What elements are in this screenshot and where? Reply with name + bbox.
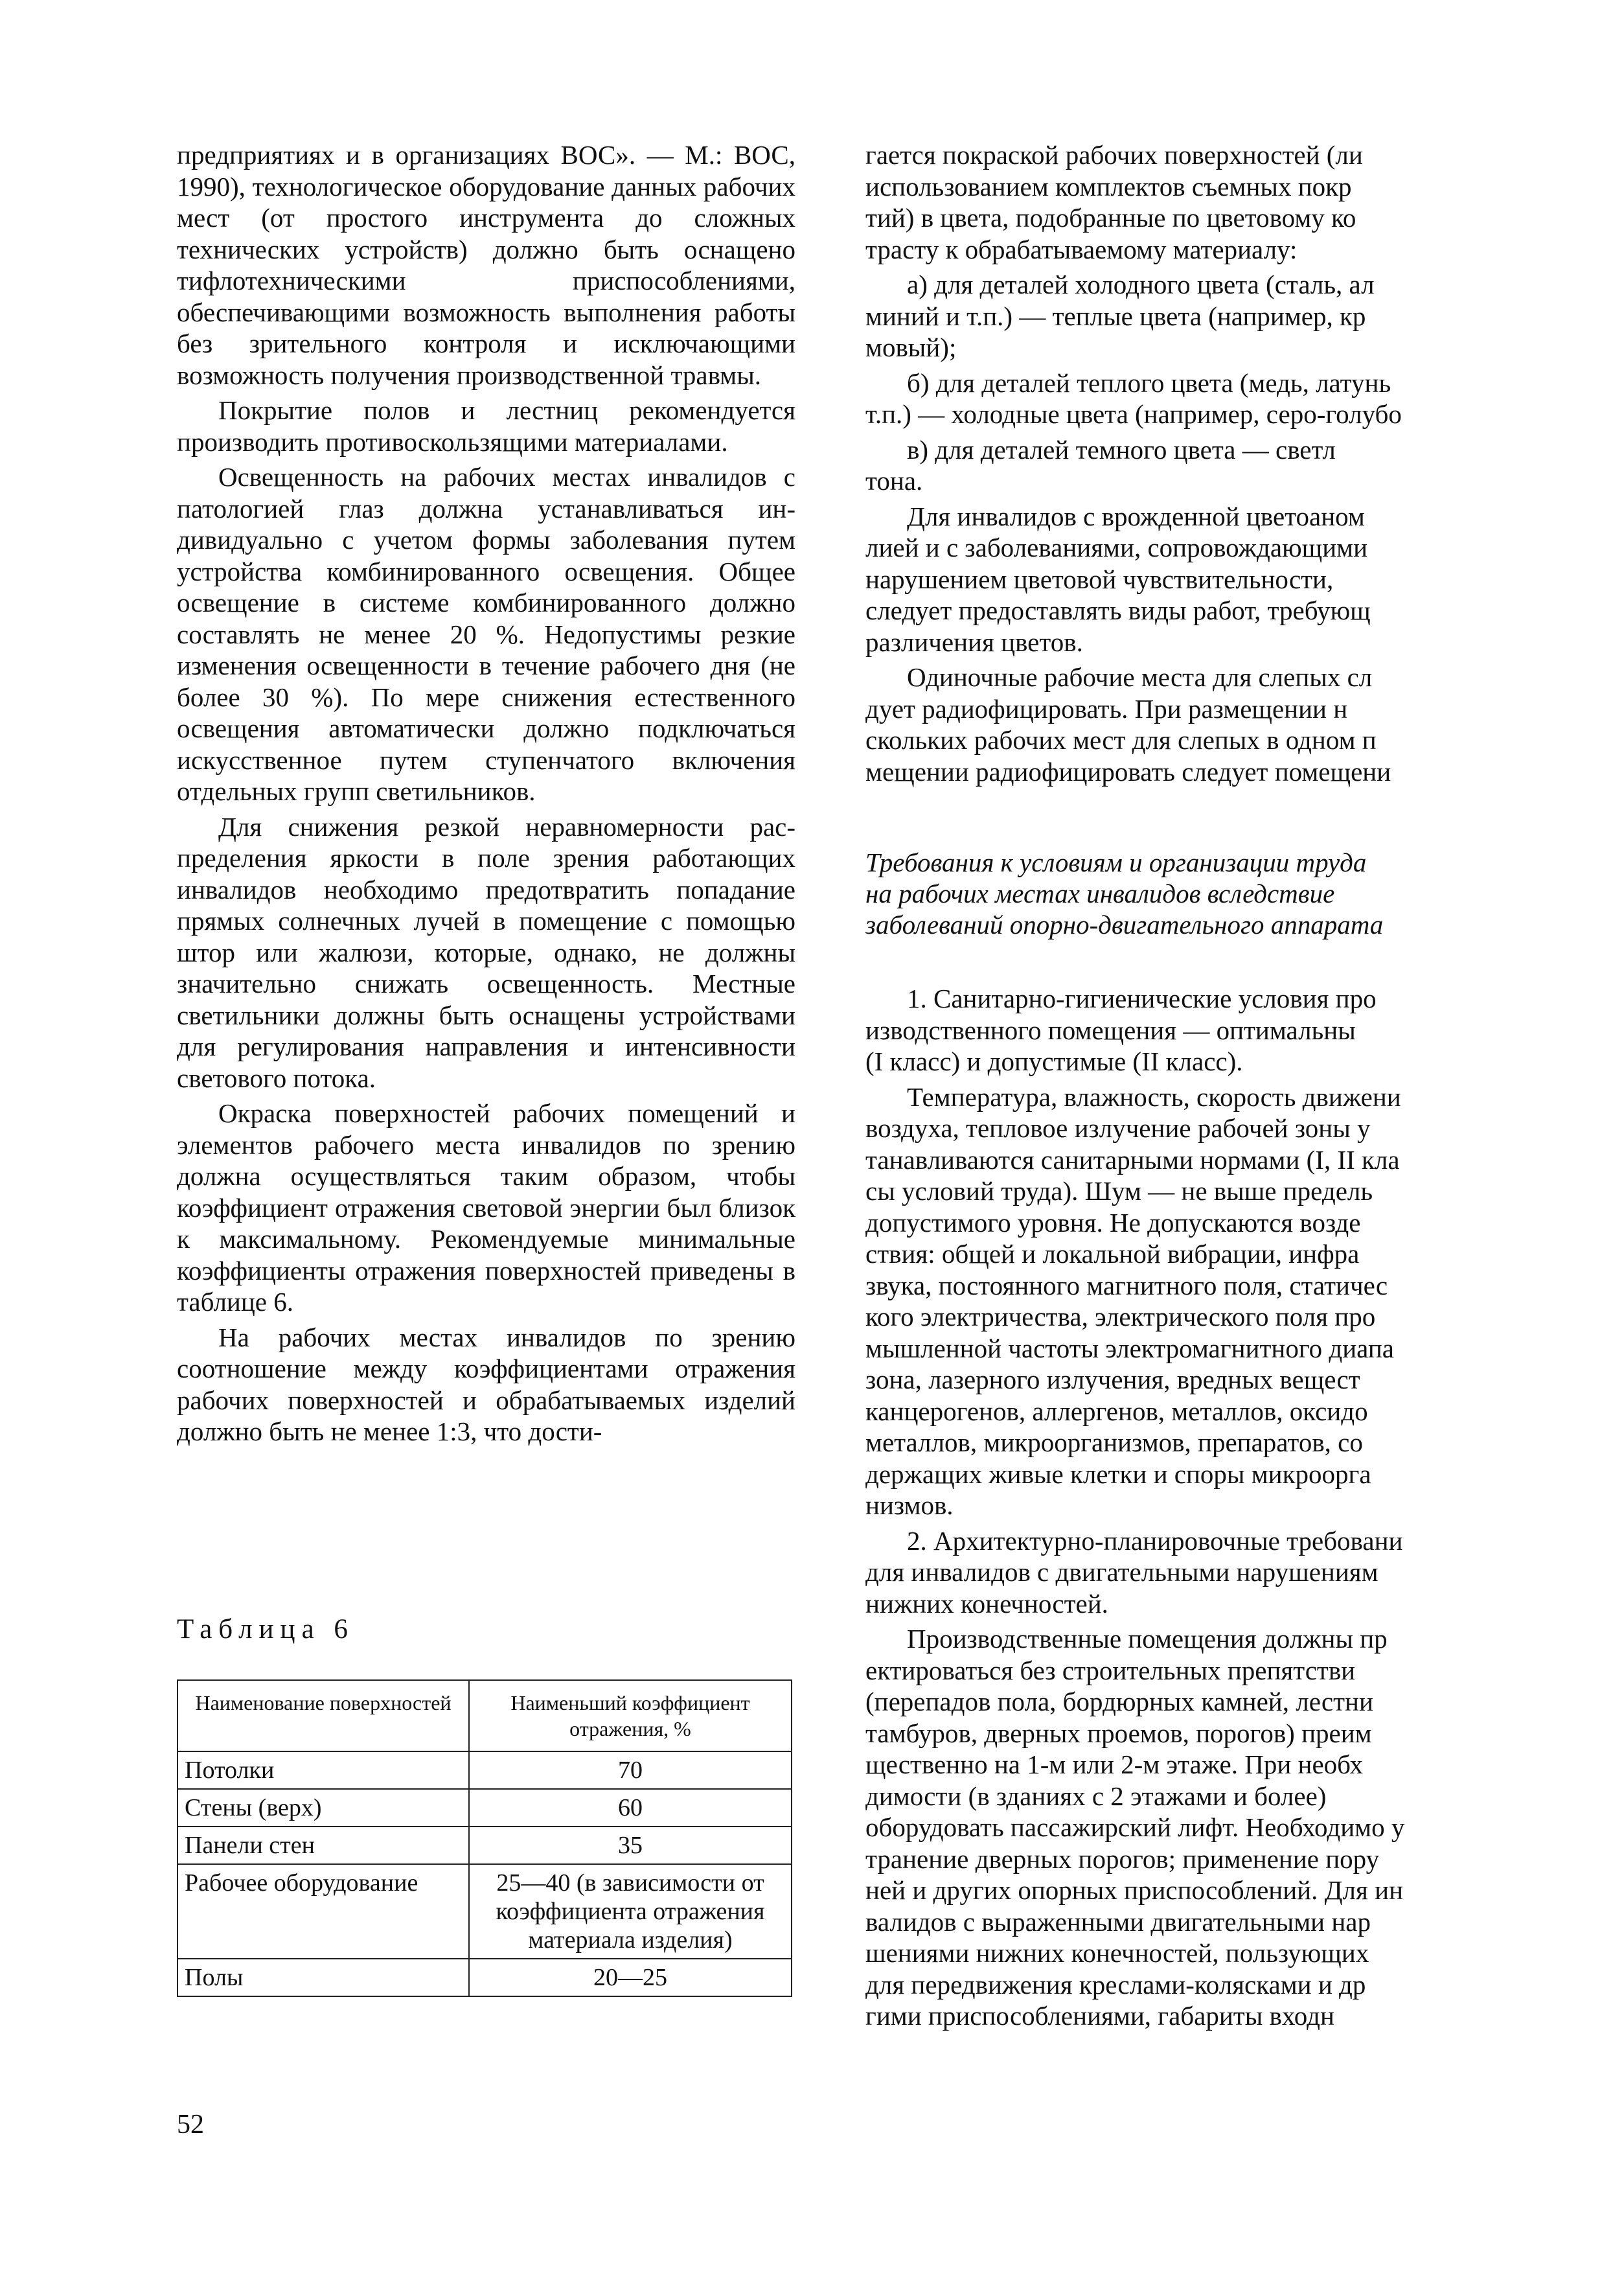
text-line: для инвалидов с двигательными нарушениям xyxy=(865,1557,1378,1587)
text-line: Температура, влажность, скорость движени xyxy=(907,1081,1401,1112)
table-caption: Таблица 6 xyxy=(177,1614,354,1644)
text-line: трасту к обрабатываемому материалу: xyxy=(865,234,1298,264)
text-line: мещении радиофицировать следует помещени xyxy=(865,756,1391,787)
text-line: звука, постоянного магнитного поля, статичес xyxy=(865,1270,1388,1300)
text-line: мышленной частоты электромагнитного диапа xyxy=(865,1333,1394,1363)
text-line: металлов, микроорганизмов, препаратов, со xyxy=(865,1427,1363,1457)
paragraph: Для снижения резкой неравномерности распределения яркости в поле зрения работающих инвалидов необходимо предотвратить попадание прямых солнечных лучей в помещение с помощью штор или жалюзи, которые, однако, не должны значительно снижать освещенность. Местные светильники должны быть оснащены устройствами для регулирования направления и интенсивности светового потока. xyxy=(177,811,795,1093)
table-cell: 60 xyxy=(469,1789,792,1827)
text-line: валидов с выраженными двигательными нар xyxy=(865,1906,1371,1937)
table-cell: 35 xyxy=(469,1827,792,1864)
paragraph xyxy=(865,983,1442,1078)
table-header: Наименование поверхностей xyxy=(177,1680,469,1751)
table-cell: Рабочее оборудование xyxy=(177,1864,469,1959)
text-line: шениями нижних конечностей, пользующих xyxy=(865,1938,1369,1968)
text-line: скольких рабочих мест для слепых в одном п xyxy=(865,725,1377,755)
paragraph xyxy=(865,1525,1442,1620)
paragraph xyxy=(865,662,1442,787)
text-line: миний и т.п.) — теплые цвета (например, кр xyxy=(865,301,1366,331)
text-line: ствия: общей и локальной вибрации, инфра xyxy=(865,1239,1360,1269)
table-cell: 25—40 (в зависимости от коэффициента отражения материала изделия) xyxy=(469,1864,792,1959)
text-line: различения цветов. xyxy=(865,627,1083,657)
text-line: тамбуров, дверных проемов, порогов) преим xyxy=(865,1718,1372,1748)
table-row xyxy=(177,1789,792,1827)
text-line: ней и других опорных приспособлений. Для ин xyxy=(865,1875,1404,1905)
text-line: Одиночные рабочие места для слепых сл xyxy=(907,662,1373,692)
right-column xyxy=(865,139,1442,2032)
reflection-table xyxy=(177,1679,792,1997)
text-line: б) для деталей теплого цвета (медь, латунь xyxy=(907,367,1391,398)
section-heading xyxy=(865,847,1442,940)
text-line: транение дверных порогов; применение пору xyxy=(865,1843,1380,1874)
table-row xyxy=(177,1959,792,1996)
table-cell: Стены (верх) xyxy=(177,1789,469,1827)
text-line: нижних конечностей. xyxy=(865,1588,1108,1619)
text-line: кого электричества, электрического поля про xyxy=(865,1302,1376,1332)
paragraph xyxy=(865,434,1442,497)
text-line: использованием комплектов съемных покр xyxy=(865,171,1352,202)
text-line: гими приспособлениями, габариты входн xyxy=(865,2001,1334,2031)
table-header-row xyxy=(177,1680,792,1751)
left-column xyxy=(177,139,795,1448)
text-line: (I класс) и допустимые (II класс). xyxy=(865,1046,1243,1076)
text-line: сы условий труда). Шум — не выше предель xyxy=(865,1176,1373,1206)
text-line: воздуха, тепловое излучение рабочей зоны у xyxy=(865,1113,1371,1143)
text-line: Для инвалидов с врожденной цветоаном xyxy=(907,501,1365,531)
paragraph: Окраска поверхностей рабочих помещений и элементов рабочего места инвалидов по зрению должна осуществляться таким образом, чтобы коэффициент отражения световой энергии был близок к максимальному. Рекомендуемые минимальные коэффициенты отражения поверхностей приведены в таблице 6. xyxy=(177,1098,795,1317)
text-line: дует радиофицировать. При размещении н xyxy=(865,693,1348,724)
paragraph xyxy=(865,1623,1442,2032)
paragraph: Покрытие полов и лестниц рекомендуется производить противоскользящими материалами. xyxy=(177,395,795,457)
table-cell: Панели стен xyxy=(177,1827,469,1864)
text-line: держащих живые клетки и споры микроорга xyxy=(865,1459,1371,1489)
paragraph xyxy=(865,139,1442,265)
text-line: изводственного помещения — оптимальны xyxy=(865,1015,1356,1045)
page-number: 52 xyxy=(177,2110,204,2140)
table-cell: Полы xyxy=(177,1959,469,1996)
table-row xyxy=(177,1751,792,1789)
text-line: для передвижения креслами-колясками и др xyxy=(865,1969,1366,2000)
paragraph xyxy=(865,1081,1442,1521)
text-line: 2. Архитектурно-планировочные требовани xyxy=(907,1525,1403,1556)
text-line: зона, лазерного излучения, вредных вещест xyxy=(865,1365,1360,1394)
text-line: канцерогенов, аллергенов, металлов, оксидо xyxy=(865,1396,1368,1426)
text-line: тона. xyxy=(865,466,923,496)
text-line: допустимого уровня. Не допускаются возде xyxy=(865,1207,1361,1238)
text-line: а) для деталей холодного цвета (сталь, ал xyxy=(907,270,1375,299)
text-line: (перепадов пола, бордюрных камней, лестни xyxy=(865,1687,1373,1716)
paragraph: На рабочих местах инвалидов по зрению соотношение между коэффициентами отражения рабочих поверхностей и обрабатываемых изделий должно быть не менее 1:3, что дости- xyxy=(177,1322,795,1446)
table-row xyxy=(177,1827,792,1864)
table-cell: 70 xyxy=(469,1751,792,1789)
paragraph xyxy=(865,367,1442,430)
text-line: на рабочих местах инвалидов вследствие xyxy=(865,879,1335,908)
text-line: низмов. xyxy=(865,1490,954,1520)
text-line: лией и с заболеваниями, сопровождающими xyxy=(865,533,1368,562)
text-line: нарушением цветовой чувствительности, xyxy=(865,564,1334,594)
table-cell: 20—25 xyxy=(469,1959,792,1996)
paragraph: Освещенность на рабочих местах инвалидов с патологией глаз должна устанавливаться индивидуально с учетом формы заболевания путем устройства комбинированного освещения. Общее освещение в системе комбинированного должно составлять не менее 20 %. Недопустимы резкие изменения освещенности в течение рабочего дня (не более 30 %). По мере снижения естественного освещения автоматически должно подключаться искусственное путем ступенчатого включения отдельных групп светильников. xyxy=(177,462,795,806)
table-row xyxy=(177,1864,792,1959)
text-line: мовый); xyxy=(865,332,957,362)
text-line: заболеваний опорно-двигательного аппарата xyxy=(865,910,1384,940)
text-line: Производственные помещения должны пр xyxy=(907,1624,1388,1654)
paragraph: предприятиях и в организациях ВОС». — М.: ВОС, 1990), технологическое оборудование данных рабочих мест (от простого инструмента до сложных технических устройств) должно быть оснащено тифлотехническими приспособлениями, обеспечивающими возможность выполнения работы без зрительного контроля и исключающими возможность получения производственной травмы. xyxy=(177,140,795,390)
table-cell: Потолки xyxy=(177,1751,469,1789)
text-line: в) для деталей темного цвета — светл xyxy=(907,434,1336,465)
text-line: танавливаются санитарными нормами (I, II кла xyxy=(865,1144,1400,1175)
text-line: т.п.) — холодные цвета (например, серо-голубо xyxy=(865,399,1402,429)
paragraph xyxy=(865,501,1442,658)
paragraph xyxy=(865,269,1442,363)
text-line: ектироваться без строительных препятстви xyxy=(865,1655,1356,1685)
text-line: димости (в зданиях с 2 этажами и более) xyxy=(865,1781,1327,1811)
text-line: следует предоставлять виды работ, требующ xyxy=(865,595,1371,625)
text-line: оборудовать пассажирский лифт. Необходимо у xyxy=(865,1812,1405,1842)
text-line: тий) в цвета, подобранные по цветовому ко xyxy=(865,203,1356,233)
table-header: Наименьший коэффициент отражения, % xyxy=(469,1680,792,1751)
text-line: 1. Санитарно-гигиенические условия про xyxy=(907,984,1377,1013)
text-line: щественно на 1-м или 2-м этаже. При необх xyxy=(865,1749,1363,1779)
text-line: гается покраской рабочих поверхностей (ли xyxy=(865,140,1363,170)
text-line: Требования к условиям и организации труда xyxy=(865,848,1367,877)
